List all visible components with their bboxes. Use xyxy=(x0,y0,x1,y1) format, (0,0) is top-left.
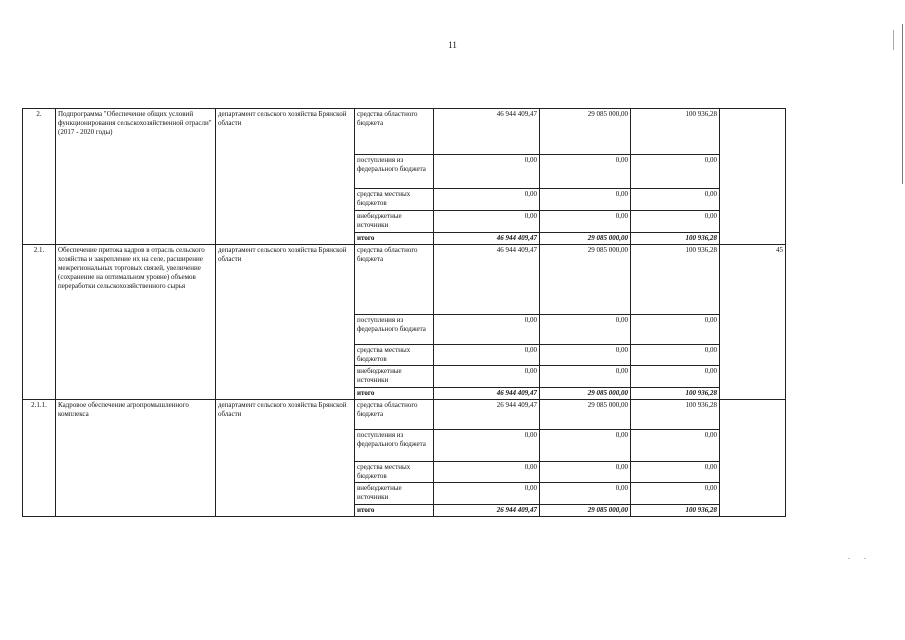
amount: 0,00 xyxy=(434,430,540,462)
amount: 0,00 xyxy=(434,315,540,345)
amount: 26 944 409,47 xyxy=(434,400,540,430)
executor: департамент сельского хозяйства Брянской области xyxy=(216,400,355,517)
funding-source: итого xyxy=(355,233,434,245)
amount: 0,00 xyxy=(434,155,540,189)
amount: 46 944 409,47 xyxy=(434,245,540,315)
row-number: 2. xyxy=(23,109,56,245)
amount: 0,00 xyxy=(434,462,540,483)
amount: 0,00 xyxy=(540,345,631,366)
program-name: Кадровое обеспечение агропромышленного комплекса xyxy=(56,400,216,517)
funding-source: поступления из федерального бюджета xyxy=(355,430,434,462)
funding-source: поступления из федерального бюджета xyxy=(355,155,434,189)
amount: 0,00 xyxy=(540,462,631,483)
amount: 29 085 000,00 xyxy=(540,400,631,430)
scan-edge-line xyxy=(902,24,903,184)
scan-artifact: . . xyxy=(848,552,872,561)
row-number: 2.1. xyxy=(23,245,56,400)
funding-source: внебюджетные источники xyxy=(355,483,434,505)
amount: 0,00 xyxy=(540,155,631,189)
amount: 100 936,28 xyxy=(631,109,720,155)
amount: 0,00 xyxy=(434,366,540,388)
amount: 0,00 xyxy=(631,189,720,211)
amount: 0,00 xyxy=(631,430,720,462)
amount: 46 944 409,47 xyxy=(434,233,540,245)
row-number: 2.1.1. xyxy=(23,400,56,517)
funding-source: итого xyxy=(355,388,434,400)
amount: 0,00 xyxy=(631,211,720,233)
amount: 0,00 xyxy=(540,211,631,233)
amount: 100 936,28 xyxy=(631,245,720,315)
funding-source: поступления из федерального бюджета xyxy=(355,315,434,345)
funding-source: средства местных бюджетов xyxy=(355,345,434,366)
funding-source: средства областного бюджета xyxy=(355,400,434,430)
funding-source: средства местных бюджетов xyxy=(355,189,434,211)
funding-source: средства местных бюджетов xyxy=(355,462,434,483)
extra-cell: 45 xyxy=(720,245,786,400)
amount: 0,00 xyxy=(631,345,720,366)
budget-table xyxy=(22,108,786,517)
amount: 29 085 000,00 xyxy=(540,233,631,245)
amount: 0,00 xyxy=(540,315,631,345)
amount: 100 936,28 xyxy=(631,388,720,400)
scan-edge-line xyxy=(893,30,894,50)
amount: 0,00 xyxy=(540,430,631,462)
amount: 0,00 xyxy=(434,345,540,366)
program-name: Подпрограмма "Обеспечение общих условий функционирования сельскохозяйственной отрасли" (2017 - 2020 годы) xyxy=(56,109,216,245)
program-name: Обеспечение притока кадров в отрасль сельского хозяйства и закрепление их на селе, расширение межрегиональных торговых связей, увеличение (сохранение на оптимальном уровне) объемов переработки сельскохозяйственного сырья xyxy=(56,245,216,400)
amount: 0,00 xyxy=(540,366,631,388)
amount: 0,00 xyxy=(540,189,631,211)
funding-source: средства областного бюджета xyxy=(355,245,434,315)
amount: 0,00 xyxy=(631,483,720,505)
extra-cell xyxy=(720,109,786,245)
amount: 0,00 xyxy=(434,483,540,505)
amount: 0,00 xyxy=(631,366,720,388)
funding-source: итого xyxy=(355,505,434,517)
amount: 26 944 409,47 xyxy=(434,505,540,517)
amount: 29 085 000,00 xyxy=(540,245,631,315)
amount: 29 085 000,00 xyxy=(540,505,631,517)
amount: 100 936,28 xyxy=(631,400,720,430)
amount: 0,00 xyxy=(434,189,540,211)
extra-cell xyxy=(720,400,786,517)
amount: 46 944 409,47 xyxy=(434,109,540,155)
amount: 0,00 xyxy=(631,315,720,345)
amount: 100 936,28 xyxy=(631,233,720,245)
funding-source: внебюджетные источники xyxy=(355,211,434,233)
funding-source: средства областного бюджета xyxy=(355,109,434,155)
amount: 0,00 xyxy=(631,462,720,483)
executor: департамент сельского хозяйства Брянской области xyxy=(216,109,355,245)
amount: 0,00 xyxy=(434,211,540,233)
amount: 0,00 xyxy=(631,155,720,189)
table-row xyxy=(23,109,786,155)
amount: 100 936,28 xyxy=(631,505,720,517)
executor: департамент сельского хозяйства Брянской области xyxy=(216,245,355,400)
funding-source: внебюджетные источники xyxy=(355,366,434,388)
amount: 29 085 000,00 xyxy=(540,388,631,400)
amount: 29 085 000,00 xyxy=(540,109,631,155)
table-row xyxy=(23,245,786,315)
page-number: 11 xyxy=(448,40,457,50)
table-row xyxy=(23,400,786,430)
amount: 46 944 409,47 xyxy=(434,388,540,400)
amount: 0,00 xyxy=(540,483,631,505)
